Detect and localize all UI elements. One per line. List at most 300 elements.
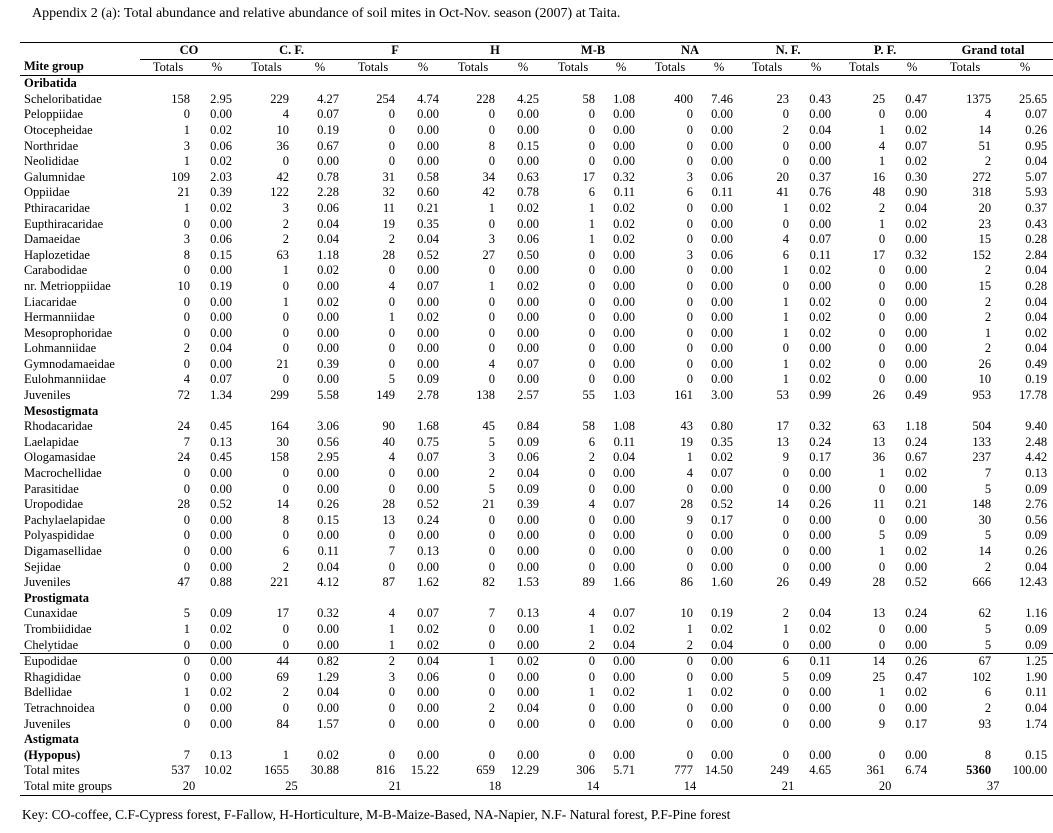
total-cell: 17 — [776, 419, 790, 434]
total-cell: 3 — [183, 138, 190, 153]
percent-cell: 0.00 — [517, 685, 540, 700]
total-cell: 272 — [972, 169, 992, 184]
total-cell: 504 — [972, 419, 992, 434]
table-row — [20, 435, 1053, 451]
total-cell: 0 — [388, 747, 396, 762]
total-cell: 0 — [282, 481, 289, 496]
percent-cell: 0.00 — [711, 544, 734, 558]
total-cell: 4 — [588, 497, 596, 512]
percent-cell: 0.09 — [1025, 481, 1048, 496]
percent-cell: 0.00 — [809, 138, 832, 153]
total-cell: 0 — [282, 528, 289, 543]
percent-cell: 0.00 — [699, 654, 739, 670]
total-cell: 0 — [388, 341, 396, 356]
percent-cell: 0.09 — [417, 372, 440, 387]
percent-cell: 0.09 — [1025, 528, 1048, 543]
table-row — [20, 341, 1053, 357]
total-cell: 0 — [878, 747, 886, 762]
row-label: Carabodidae — [24, 263, 88, 278]
percent-cell: 0.43 — [1025, 216, 1048, 231]
total-cell: 0 — [686, 232, 694, 247]
total-cell: 0 — [686, 216, 694, 231]
total-cell: 17 — [276, 606, 289, 621]
row-label: Juveniles — [24, 716, 71, 731]
total-cell: 2 — [282, 232, 289, 247]
percent-cell: 0.00 — [711, 356, 734, 371]
row-label: Oppiidae — [24, 185, 70, 200]
total-cell: 0 — [488, 559, 496, 574]
total-cell: 4 — [488, 356, 496, 371]
percent-cell: 1.60 — [711, 575, 734, 590]
percent-cell: 0.00 — [613, 544, 636, 558]
percent-cell: 0.00 — [711, 716, 734, 731]
percent-cell: 0.32 — [613, 169, 636, 184]
total-cell: 0 — [282, 310, 289, 325]
group-label: Mesostigmata — [24, 403, 99, 418]
total-cell: 102 — [972, 669, 992, 684]
total-cell: 0 — [183, 637, 190, 652]
group-row — [20, 404, 1053, 420]
mite-abundance-table — [20, 42, 1053, 796]
percent-cell: 0.19 — [210, 278, 232, 293]
table-row — [20, 685, 1053, 701]
total-cell: 0 — [183, 294, 190, 309]
total-cell: 1 — [183, 621, 190, 636]
total-cell: 87 — [382, 575, 396, 590]
total-cell: 1 — [782, 356, 790, 371]
total-cell: 0 — [878, 700, 886, 715]
percent-cell: 0.02 — [809, 356, 832, 371]
total-cell: 58 — [582, 419, 596, 434]
total-cell: 2 — [588, 450, 596, 465]
total-cell: 1 — [984, 325, 992, 340]
table-row — [20, 544, 1053, 560]
total-cell: 0 — [686, 263, 694, 278]
percent-cell: 0.02 — [210, 154, 232, 169]
total-cell: 93 — [978, 716, 992, 731]
percent-cell: 0.13 — [517, 606, 540, 621]
percent-cell: 0.00 — [711, 372, 734, 387]
percent-cell: 0.04 — [809, 606, 832, 621]
percent-cell: 5.58 — [317, 388, 340, 403]
percent-cell: 0.00 — [809, 481, 832, 496]
site-header: C. F. — [238, 43, 345, 60]
row-label: Juveniles — [24, 388, 71, 403]
table-row — [20, 701, 1053, 717]
percent-cell: 0.02 — [417, 621, 440, 636]
percent-cell: 0.00 — [613, 372, 636, 387]
percent-cell: 0.15 — [210, 247, 232, 262]
total-cell: 1 — [183, 154, 190, 169]
percent-cell: 5.93 — [1025, 185, 1048, 200]
mite-group-header: Mite group — [20, 59, 140, 76]
total-cell: 0 — [588, 341, 596, 356]
percent-cell: 0.00 — [210, 637, 232, 652]
percent-cell: 0.49 — [809, 575, 832, 590]
percent-cell: 0.00 — [809, 700, 832, 715]
total-cell: 158 — [171, 91, 190, 106]
row-label: Hermanniidae — [24, 310, 95, 325]
percent-cell: 0.00 — [613, 466, 636, 481]
percent-cell: 0.28 — [1025, 232, 1048, 247]
percent-cell: 2.76 — [1025, 497, 1048, 512]
group-count-cell: 37 — [933, 779, 1053, 795]
percent-cell: 0.04 — [210, 341, 232, 356]
total-cell: 138 — [476, 388, 496, 403]
total-cell: 0 — [588, 263, 596, 278]
total-cell: 299 — [270, 388, 289, 403]
table-row — [20, 419, 1053, 435]
total-cell: 28 — [382, 497, 396, 512]
percent-cell: 0.00 — [613, 310, 636, 325]
total-cell: 4 — [782, 232, 790, 247]
table-row — [20, 123, 1053, 139]
percent-cell: 0.00 — [196, 654, 238, 670]
total-cell: 7 — [388, 544, 396, 558]
percent-cell: 0.00 — [613, 356, 636, 371]
total-cell: 26 — [776, 575, 790, 590]
totals-subheader: Totals — [140, 59, 196, 76]
percent-cell: 0.00 — [517, 559, 540, 574]
percent-cell: 0.04 — [317, 559, 340, 574]
percent-cell: 0.02 — [613, 621, 636, 636]
percent-cell: 0.13 — [417, 544, 440, 558]
table-row — [20, 107, 1053, 123]
percent-cell: 0.00 — [613, 138, 636, 153]
row-label: Gymnodamaeidae — [24, 356, 115, 371]
total-cell: 19 — [382, 216, 396, 231]
percent-cell: 0.00 — [210, 481, 232, 496]
percent-cell: 0.02 — [711, 621, 734, 636]
percent-cell: 0.11 — [809, 247, 832, 262]
percent-cell: 0.49 — [1025, 356, 1048, 371]
total-cell: 8 — [488, 138, 496, 153]
percent-cell: 0.00 — [809, 544, 832, 558]
percent-cell: 17.78 — [1018, 388, 1048, 403]
percent-cell: 0.67 — [317, 138, 340, 153]
total-cell: 25 — [872, 669, 886, 684]
percent-cell: 0.07 — [517, 356, 540, 371]
row-label: Eupodidae — [20, 654, 140, 670]
total-cell: 25 — [872, 91, 886, 106]
total-cell: 816 — [376, 763, 396, 778]
total-cell: 1 — [782, 200, 790, 215]
percent-cell: 0.00 — [210, 466, 232, 481]
group-count-cell: 18 — [445, 779, 545, 795]
total-cell: 0 — [588, 138, 596, 153]
total-cell: 1 — [282, 294, 289, 309]
total-cell: 1 — [878, 216, 886, 231]
percent-cell: 0.00 — [711, 263, 734, 278]
total-cell: 5 — [984, 528, 992, 543]
percent-cell: 0.00 — [317, 310, 340, 325]
total-cell: 0 — [686, 122, 694, 137]
total-cell: 0 — [388, 700, 396, 715]
percent-cell: 1.25 — [997, 654, 1053, 670]
percent-cell: 0.26 — [317, 497, 340, 512]
percent-cell: 0.39 — [210, 185, 232, 200]
percent-cell: 2.28 — [317, 185, 340, 200]
row-label: Juveniles — [24, 575, 71, 590]
site-header: CO — [140, 43, 238, 60]
percent-cell: 0.00 — [809, 637, 832, 652]
percent-subheader: % — [196, 59, 238, 76]
percent-cell: 0.04 — [613, 450, 636, 465]
percent-cell: 0.06 — [417, 669, 440, 684]
total-cell: 5 — [183, 606, 190, 621]
total-cell: 5360 — [966, 763, 992, 778]
percent-cell: 0.00 — [210, 559, 232, 574]
total-cell: 152 — [972, 247, 992, 262]
total-cell: 14 — [776, 497, 790, 512]
total-cell: 1 — [878, 544, 886, 558]
percent-cell: 0.00 — [417, 716, 440, 731]
percent-cell: 0.00 — [317, 372, 340, 387]
total-cell: 1 — [588, 232, 596, 247]
total-cell: 69 — [276, 669, 289, 684]
total-cell: 0 — [782, 512, 790, 527]
total-cell: 1 — [183, 685, 190, 700]
total-cell: 0 — [282, 325, 289, 340]
total-cell: 31 — [382, 169, 396, 184]
site-header: N. F. — [739, 43, 837, 60]
total-cell: 400 — [674, 91, 694, 106]
percent-subheader: % — [501, 59, 545, 76]
total-cell: 5 — [878, 528, 886, 543]
total-cell: 0 — [782, 278, 790, 293]
total-cell: 23 — [776, 91, 790, 106]
total-cell: 0 — [686, 481, 694, 496]
percent-cell: 0.04 — [711, 637, 734, 652]
total-cell: 21 — [177, 185, 190, 200]
percent-cell: 0.00 — [517, 154, 540, 169]
percent-cell: 0.17 — [711, 512, 734, 527]
total-cell: 13 — [872, 606, 886, 621]
percent-cell: 0.00 — [613, 700, 636, 715]
total-cell: 1 — [782, 294, 790, 309]
total-cell: 48 — [872, 185, 886, 200]
percent-cell: 0.21 — [905, 497, 928, 512]
totals-subheader: Totals — [545, 59, 601, 76]
percent-cell: 100.00 — [1012, 763, 1048, 778]
row-label: Cunaxidae — [24, 606, 78, 621]
total-cell: 0 — [878, 263, 886, 278]
table-row — [20, 450, 1053, 466]
percent-cell: 4.12 — [317, 575, 340, 590]
total-cell: 14 — [978, 544, 992, 558]
total-cell: 0 — [488, 544, 496, 558]
percent-cell: 0.02 — [905, 122, 928, 137]
total-cell: 0 — [782, 685, 790, 700]
total-cell: 1 — [282, 263, 289, 278]
percent-cell: 0.04 — [1025, 263, 1048, 278]
percent-cell: 0.00 — [210, 528, 232, 543]
total-cell: 0 — [878, 325, 886, 340]
group-count-cell: 20 — [140, 779, 238, 795]
total-cell: 42 — [276, 169, 289, 184]
total-cell: 10 — [680, 606, 694, 621]
total-cell: 0 — [488, 669, 496, 684]
percent-cell: 2.03 — [210, 169, 232, 184]
percent-cell: 0.15 — [517, 138, 540, 153]
percent-cell: 0.07 — [809, 232, 832, 247]
percent-cell: 0.00 — [210, 512, 232, 527]
total-cell: 16 — [872, 169, 886, 184]
total-cell: 0 — [388, 528, 396, 543]
percent-cell: 0.02 — [711, 450, 734, 465]
total-cell: 63 — [276, 247, 289, 262]
percent-cell: 0.07 — [417, 606, 440, 621]
percent-cell: 2.57 — [517, 388, 540, 403]
percent-cell: 0.11 — [1025, 685, 1048, 700]
total-cell: 0 — [686, 294, 694, 309]
total-cell: 19 — [680, 434, 694, 449]
total-cell: 9 — [878, 716, 886, 731]
total-cell: 0 — [183, 700, 190, 715]
percent-cell: 0.00 — [517, 544, 540, 558]
total-cell: 90 — [382, 419, 396, 434]
percent-cell: 0.00 — [613, 278, 636, 293]
total-cell: 1 — [782, 325, 790, 340]
percent-cell: 0.11 — [711, 185, 734, 200]
percent-cell: 0.00 — [711, 200, 734, 215]
percent-cell: 0.26 — [1025, 122, 1048, 137]
site-header: Grand total — [933, 43, 1053, 60]
percent-cell: 0.00 — [613, 294, 636, 309]
row-label: Eupthiracaridae — [24, 216, 104, 231]
percent-cell: 0.00 — [613, 154, 636, 169]
group-label: Oribatida — [24, 76, 77, 91]
percent-cell: 0.00 — [711, 341, 734, 356]
percent-cell: 0.00 — [517, 216, 540, 231]
total-cell: 7 — [183, 747, 190, 762]
percent-cell: 0.04 — [317, 216, 340, 231]
total-cell: 0 — [488, 325, 496, 340]
total-cell: 55 — [582, 388, 596, 403]
percent-cell: 0.00 — [317, 325, 340, 340]
total-cell: 0 — [282, 700, 289, 715]
row-label: Bdellidae — [24, 685, 72, 700]
total-cell: 10 — [276, 122, 289, 137]
percent-cell: 10.02 — [203, 763, 232, 778]
total-cell: 0 — [282, 278, 289, 293]
percent-cell: 0.00 — [613, 747, 636, 762]
row-label: Mesoprophoridae — [24, 325, 113, 340]
total-cell: 8 — [183, 247, 190, 262]
total-cell: 34 — [482, 169, 496, 184]
total-cell: 0 — [588, 747, 596, 762]
total-cell: 4 — [282, 107, 289, 122]
percent-cell: 0.02 — [317, 263, 340, 278]
total-cell: 2 — [488, 466, 496, 481]
total-cell: 0 — [488, 294, 496, 309]
total-cell: 0 — [878, 512, 886, 527]
percent-cell: 1.08 — [613, 419, 636, 434]
percent-cell: 0.02 — [905, 154, 928, 169]
row-label: Total mites — [24, 763, 80, 778]
percent-cell: 0.52 — [210, 497, 232, 512]
row-label: Sejidae — [24, 559, 61, 574]
total-cell: 15 — [978, 232, 992, 247]
percent-cell: 0.00 — [905, 747, 928, 762]
percent-cell: 0.04 — [317, 685, 340, 700]
table-row — [20, 217, 1053, 233]
percent-cell: 0.84 — [517, 419, 540, 434]
total-cell: 229 — [270, 91, 289, 106]
row-label: Lohmanniidae — [24, 341, 97, 356]
percent-cell: 4.74 — [417, 91, 440, 106]
percent-cell: 0.00 — [711, 107, 734, 122]
total-cell: 0 — [686, 559, 694, 574]
total-cell: 21 — [276, 356, 289, 371]
total-cell: 2 — [686, 637, 694, 652]
percent-cell: 0.04 — [1025, 154, 1048, 169]
total-cell: 1 — [878, 154, 886, 169]
total-cell: 1 — [388, 310, 396, 325]
table-row — [20, 606, 1053, 622]
total-cell: 2 — [183, 341, 190, 356]
total-cell: 23 — [978, 216, 992, 231]
percent-cell: 0.00 — [905, 559, 928, 574]
site-header: P. F. — [837, 43, 933, 60]
total-cell: 0 — [686, 356, 694, 371]
percent-cell: 1.53 — [517, 575, 540, 590]
percent-cell: 0.02 — [417, 637, 440, 652]
total-cell: 133 — [972, 434, 992, 449]
total-cell: 1 — [588, 685, 596, 700]
total-cell: 0 — [388, 466, 396, 481]
totals-subheader: Totals — [641, 59, 699, 76]
total-cell: 666 — [972, 575, 992, 590]
percent-cell: 0.00 — [517, 107, 540, 122]
row-label: Galumnidae — [24, 169, 86, 184]
percent-cell: 0.00 — [809, 685, 832, 700]
row-label: Eulohmanniidae — [24, 372, 106, 387]
total-cell: 3 — [488, 450, 496, 465]
percent-cell: 1.66 — [613, 575, 636, 590]
row-label: Parasitidae — [24, 481, 79, 496]
percent-cell: 0.00 — [613, 716, 636, 731]
percent-cell: 0.00 — [905, 107, 928, 122]
percent-subheader: % — [601, 59, 641, 76]
percent-cell: 12.29 — [510, 763, 540, 778]
total-cell: 8 — [984, 747, 992, 762]
percent-cell: 0.00 — [905, 341, 928, 356]
total-cell: 1 — [782, 372, 790, 387]
percent-cell: 1.57 — [317, 716, 340, 731]
percent-cell: 0.00 — [905, 621, 928, 636]
total-cell: 0 — [782, 544, 790, 558]
total-cell: 0 — [183, 107, 190, 122]
percent-cell: 0.00 — [517, 294, 540, 309]
total-cell: 28 — [872, 575, 886, 590]
table-row — [20, 763, 1053, 779]
percent-cell: 0.95 — [1025, 138, 1048, 153]
total-cell: 0 — [282, 466, 289, 481]
total-cell: 63 — [872, 419, 886, 434]
percent-cell: 0.06 — [711, 169, 734, 184]
total-cell: 5 — [782, 669, 790, 684]
percent-cell: 0.00 — [317, 528, 340, 543]
total-cell: 0 — [782, 528, 790, 543]
total-cell: 164 — [270, 419, 289, 434]
percent-cell: 0.00 — [517, 621, 540, 636]
total-cell: 0 — [488, 716, 496, 731]
percent-cell: 0.00 — [613, 107, 636, 122]
percent-cell: 1.18 — [317, 247, 340, 262]
total-cell: 1 — [878, 466, 886, 481]
total-cell: 15 — [978, 278, 992, 293]
